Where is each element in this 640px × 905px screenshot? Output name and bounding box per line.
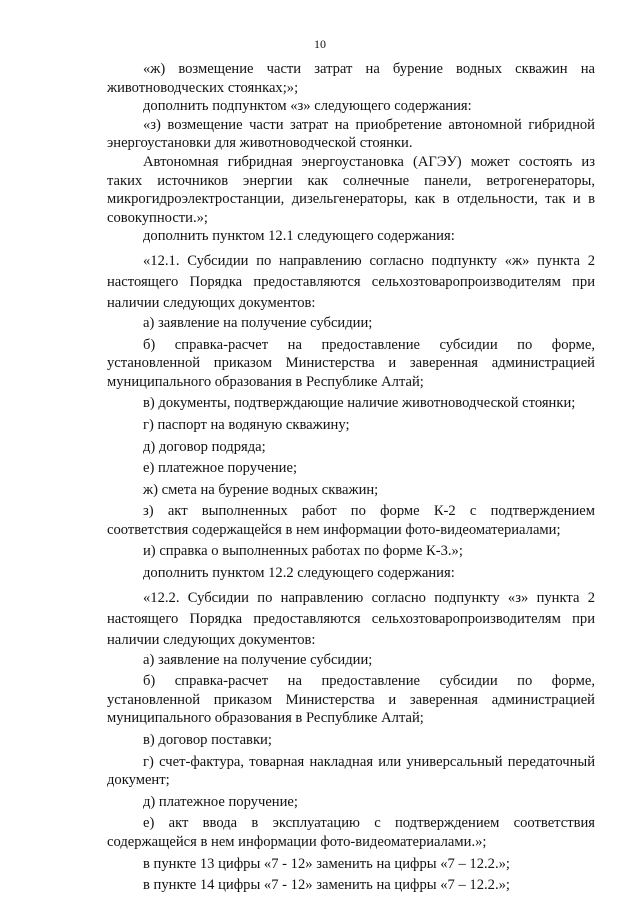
paragraph-ageu-definition: Автономная гибридная энергоустановка (АГЭУ) может состоять из таких источников энергии как солнечные панели, ветрогенераторы, микрогидроэлектростанции, дизельгенераторы, как в отдельности, так и в совокупности.»;	[107, 153, 595, 226]
list-item-12-1-b: б) справка-расчет на предоставление субсидии по форме, установленной приказом Министерства и заверенная администрацией муниципального образования в Республике Алтай;	[107, 336, 595, 390]
list-item-12-2-e: е) акт ввода в эксплуатацию с подтверждением соответствия содержащейся в нем информации фото-видеоматериалами.»;	[107, 815, 595, 850]
list-item-12-2-b: б) справка-расчет на предоставление субсидии по форме, установленной приказом Министерства и заверенная администрацией муниципального образования в Республике Алтай;	[107, 673, 595, 727]
paragraph-subitem-zh: «ж) возмещение части затрат на бурение водных скважин на животноводческих стоянках;»;	[107, 61, 595, 96]
list-item-12-1-a: а) заявление на получение субсидии;	[143, 314, 373, 331]
page-number: 10	[314, 37, 326, 51]
paragraph-item-12-2: «12.2. Субсидии по направлению согласно подпункту «з» пункта 2 настоящего Порядка предоставляются сельхозтоваропроизводителям при наличии следующих документов:	[107, 589, 595, 648]
list-item-12-2-d: д) платежное поручение;	[143, 793, 298, 810]
list-item-12-2-a: а) заявление на получение субсидии;	[143, 651, 373, 668]
list-item-12-1-g: г) паспорт на водяную скважину;	[143, 416, 350, 433]
document-body	[107, 60, 595, 898]
paragraph-item-14-change: в пункте 14 цифры «7 - 12» заменить на цифры «7 – 12.2.»;	[143, 877, 510, 894]
paragraph-subitem-z: «з) возмещение части затрат на приобретение автономной гибридной энергоустановки для животноводческой стоянки.	[107, 116, 595, 152]
paragraph-add-subitem-z: дополнить подпунктом «з» следующего содержания:	[143, 98, 472, 115]
list-item-12-1-z: з) акт выполненных работ по форме К-2 с подтверждением соответствия содержащейся в нем информации фото-видеоматериалами;	[107, 503, 595, 538]
list-item-12-1-zh: ж) смета на бурение водных скважин;	[143, 481, 379, 498]
list-item-12-1-v: в) документы, подтверждающие наличие животноводческой стоянки;	[143, 395, 576, 412]
list-item-12-2-g: г) счет-фактура, товарная накладная или универсальный передаточный документ;	[107, 753, 595, 789]
list-item-12-2-v: в) договор поставки;	[143, 732, 272, 749]
list-item-12-1-e: е) платежное поручение;	[143, 460, 298, 477]
paragraph-add-item-12-1: дополнить пунктом 12.1 следующего содержания:	[143, 228, 455, 245]
paragraph-add-item-12-2: дополнить пунктом 12.2 следующего содержания:	[143, 565, 455, 582]
list-item-12-1-d: д) договор подряда;	[143, 438, 266, 455]
paragraph-item-13-change: в пункте 13 цифры «7 - 12» заменить на цифры «7 – 12.2.»;	[143, 855, 510, 872]
paragraph-item-12-1: «12.1. Субсидии по направлению согласно подпункту «ж» пункта 2 настоящего Порядка предоставляются сельхозтоваропроизводителям при наличии следующих документов:	[107, 252, 595, 311]
list-item-12-1-i: и) справка о выполненных работах по форме К-3.»;	[143, 543, 463, 560]
